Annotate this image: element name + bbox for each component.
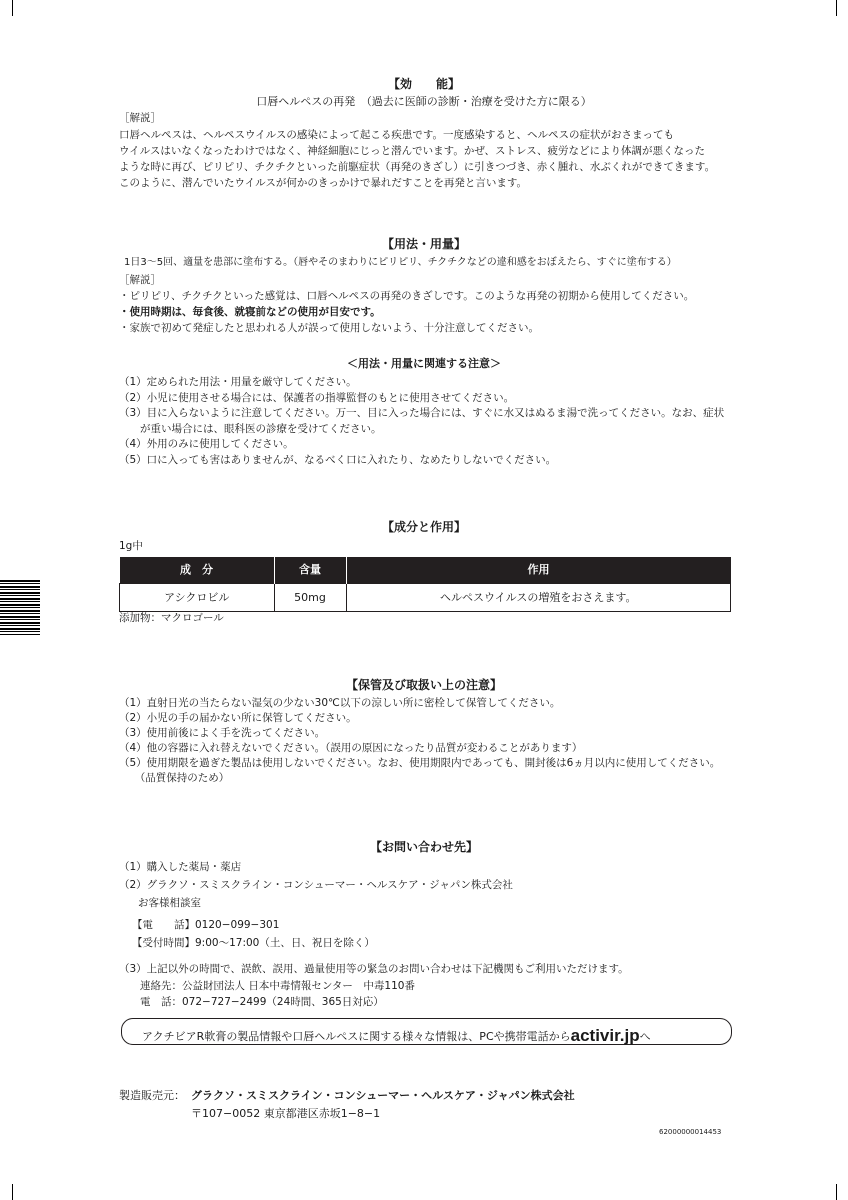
side-barcode [0, 580, 40, 635]
storage-item: （5）使用期限を過ぎた製品は使用しないでください。なお、使用期限内であっても、開封後は6ヵ月以内に使用してください。 [119, 757, 721, 769]
crop-mark-top-left [12, 0, 13, 16]
contact-line: 電 話：072−727−2499（24時間、365日対応） [140, 996, 384, 1008]
effect-line: ウイルスはいなくなったわけではなく、神経細胞にじっと潜んでいます。かぜ、ストレス、疲労などにより体調が悪くなった [119, 145, 706, 157]
table-cell: ヘルペスウイルスの増殖をおさえます。 [346, 584, 731, 612]
usage-caution-item: （5）口に入っても害はありませんが、なるべく口に入れたり、なめたりしないでください。 [119, 454, 557, 466]
table-header: 成 分 [120, 557, 275, 584]
usage-subtitle: 1日3〜5回、適量を患部に塗布する。（唇やそのまわりにピリピリ、チクチクなどの違和感をおぼえたら、すぐに塗布する） [124, 257, 677, 268]
usage-caution-title: ＜用法・用量に関連する注意＞ [347, 357, 501, 370]
usage-caution-item: （2）小児に使用させる場合には、保護者の指導監督のもとに使用させてください。 [119, 392, 515, 404]
contact-hours: 【受付時間】9:00〜17:00（土、日、祝日を除く） [132, 937, 375, 949]
contact-phone: 【電 話】0120−099−301 [132, 919, 280, 931]
usage-line: ・家族で初めて発症したと思われる人が誤って使用しないよう、十分注意してください。 [119, 322, 539, 334]
product-code: 62000000014453 [659, 1128, 722, 1136]
table-cell: 50mg [274, 584, 346, 612]
table-row [120, 584, 731, 612]
storage-item: （4）他の容器に入れ替えないでください。（誤用の原因になったり品質が変わることがあります） [119, 742, 583, 754]
storage-item: （品質保持のため） [119, 772, 230, 784]
contact-line: （2）グラクソ・スミスクライン・コンシューマー・ヘルスケア・ジャパン株式会社 [119, 879, 513, 891]
usage-caution-item: が重い場合には、眼科医の診療を受けてください。 [119, 423, 382, 435]
effect-title: 【効 能】 [387, 77, 460, 91]
ingredients-additive: 添加物：マクロゴール [119, 612, 224, 624]
banner-suffix: へ [639, 1030, 651, 1043]
maker-address: 〒107−0052 東京都港区赤坂1−8−1 [191, 1107, 381, 1120]
banner-text: アクチビアR軟膏の製品情報や口唇ヘルペスに関する様々な情報は、PCや携帯電話から [142, 1030, 571, 1043]
usage-line-emphasis: ・使用時期は、毎食後、就寝前などの使用が目安です。 [119, 306, 381, 318]
storage-item: （3）使用前後によく手を洗ってください。 [119, 727, 326, 739]
effect-line: このように、潜んでいたウイルスが何かのきっかけで暴れだすことを再発と言います。 [119, 177, 528, 189]
effect-subtitle: 口唇ヘルペスの再発 （過去に医師の診断・治療を受けた方に限る） [256, 95, 592, 108]
effect-line: ような時に再び、ピリピリ、チクチクといった前駆症状（再発のきざし）に引きつづき、赤く腫れ、水ぶくれができてきます。 [119, 161, 716, 173]
ingredients-title: 【成分と作用】 [381, 520, 466, 534]
contact-title: 【お問い合わせ先】 [369, 840, 478, 854]
website-banner [121, 1018, 732, 1045]
usage-line: ・ピリピリ、チクチクといった感覚は、口唇ヘルペスの再発のきざしです。このような再発の初期から使用してください。 [119, 290, 695, 302]
table-cell: アシクロビル [120, 584, 275, 612]
usage-caution-item: （1）定められた用法・用量を厳守してください。 [119, 376, 357, 388]
usage-title: 【用法・用量】 [381, 237, 466, 251]
usage-caution-item: （4）外用のみに使用してください。 [119, 438, 294, 450]
crop-mark-bottom-right [836, 1184, 837, 1200]
table-header: 作用 [346, 557, 731, 584]
storage-item: （1）直射日光の当たらない湿気の少ない30℃以下の涼しい所に密栓して保管してください。 [119, 697, 561, 709]
storage-title: 【保管及び取扱い上の注意】 [345, 678, 502, 692]
ingredients-table [119, 557, 731, 612]
table-header: 含量 [274, 557, 346, 584]
contact-line: （3）上記以外の時間で、誤飲、誤用、過量使用等の緊急のお問い合わせは下記機関もご利用いただけます。 [119, 963, 629, 975]
storage-item: （2）小児の手の届かない所に保管してください。 [119, 712, 357, 724]
maker-name: グラクソ・スミスクライン・コンシューマー・ヘルスケア・ジャパン株式会社 [191, 1089, 575, 1102]
effect-note-label: ［解説］ [119, 112, 161, 124]
contact-line: 連絡先：公益財団法人 日本中毒情報センター 中毒110番 [140, 980, 415, 992]
website-link[interactable]: activir.jp [570, 1026, 640, 1045]
contact-line: （1）購入した薬局・薬店 [119, 861, 242, 873]
crop-mark-top-right [836, 0, 837, 16]
usage-caution-item: （3）目に入らないように注意してください。万一、目に入った場合には、すぐに水又はぬるま湯で洗ってください。なお、症状 [119, 407, 725, 419]
crop-mark-bottom-left [12, 1184, 13, 1200]
contact-department: お客様相談室 [138, 897, 201, 909]
maker-label: 製造販売元： [119, 1089, 185, 1102]
effect-line: 口唇ヘルペスは、ヘルペスウイルスの感染によって起こる疾患です。一度感染すると、ヘルペスの症状がおさまっても [119, 129, 675, 141]
usage-note-label: ［解説］ [119, 274, 161, 286]
ingredients-per: 1g中 [119, 540, 143, 552]
